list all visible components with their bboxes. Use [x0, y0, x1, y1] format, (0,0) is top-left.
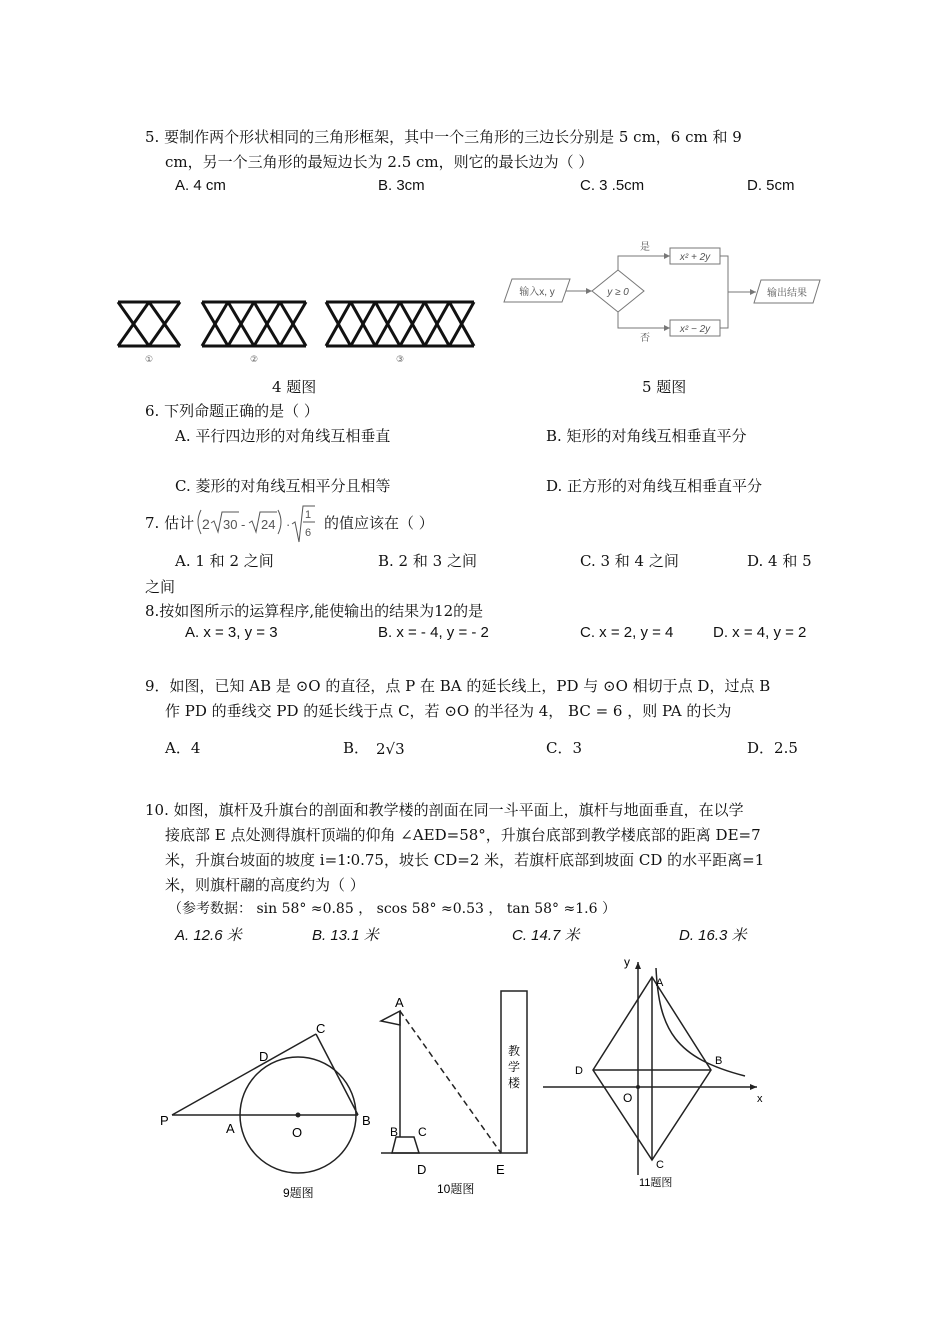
fig11-label-o: O	[623, 1091, 633, 1105]
fig9-label-d: D	[259, 1049, 269, 1064]
flow-no-label: 否	[640, 333, 650, 344]
q8-option-a: A. x = 3, y = 3	[185, 624, 278, 641]
fig4-label-1: ①	[144, 354, 154, 364]
q10-option-d: D. 16.3 米	[679, 927, 747, 944]
fig11-label-x: x	[757, 1093, 763, 1105]
fig10-building-char-3: 楼	[508, 1076, 521, 1090]
q9-option-b-value: 2√3	[376, 740, 405, 758]
figure-4	[110, 290, 485, 365]
fig4-label-3: ③	[395, 354, 405, 364]
fig11-hyperbola	[656, 968, 745, 1076]
q5-option-a: A. 4 cm	[175, 177, 226, 194]
flow-bottom-expr: x² − 2y	[679, 324, 711, 335]
fig11-label-b: B	[715, 1055, 723, 1067]
fig11-label-c: C	[656, 1159, 664, 1171]
q7-option-a: A. 1 和 2 之间	[175, 552, 274, 570]
flow-input-label: 输入x, y	[519, 287, 555, 298]
q8-option-c: C. x = 2, y = 4	[580, 624, 674, 641]
fig11-label-d: D	[575, 1065, 583, 1077]
q6-stem: 6. 下列命题正确的是（ ）	[145, 402, 319, 420]
q10-stem-line2: 接底部 E 点处测得旗杆顶端的仰角 ∠AED=58°，升旗台底部到教学楼底部的距离 DE=7	[165, 826, 761, 844]
svg-text:1: 1	[305, 509, 312, 521]
svg-text:30: 30	[223, 517, 238, 532]
fig9-label-p: P	[160, 1113, 169, 1128]
fig10-sight-line	[400, 1011, 501, 1153]
fig9-caption: 9题图	[283, 1186, 314, 1200]
fig9-label-a: A	[226, 1121, 235, 1136]
fig11-caption: 11题图	[639, 1177, 673, 1189]
q9-stem-line1: 9．如图，已知 AB 是 ⊙O 的直径，点 P 在 BA 的延长线上，PD 与 ⊙O 相切于点 D，过点 B	[145, 677, 771, 695]
fig9-label-o: O	[292, 1125, 303, 1140]
fig9-label-b: B	[362, 1113, 371, 1128]
figure-5-flowchart	[500, 236, 835, 346]
q10-stem-line1: 10. 如图，旗杆及升旗台的剖面和教学楼的剖面在同一斗平面上，旗杆与地面垂直，在以学	[145, 801, 744, 819]
q6-option-c: C. 菱形的对角线互相平分且相等	[175, 477, 391, 495]
fig10-flag	[381, 1011, 400, 1025]
svg-text:6: 6	[305, 527, 312, 539]
q5-option-c: C. 3 .5cm	[580, 177, 645, 194]
fig11-label-a: A	[656, 977, 664, 989]
svg-text:·: ·	[286, 517, 291, 532]
q5-option-b: B. 3cm	[378, 177, 425, 194]
fig10-label-a: A	[395, 995, 404, 1010]
q6-option-b: B. 矩形的对角线互相垂直平分	[546, 427, 747, 445]
q9-option-b: B．	[343, 739, 370, 757]
q9-option-a: A．4	[165, 739, 201, 757]
svg-text:-: -	[241, 517, 246, 532]
q9-option-d: D．2.5	[747, 739, 798, 757]
fig10-building-char-2: 学	[508, 1060, 521, 1074]
q7-prefix: 7. 估计	[145, 514, 195, 532]
figure-10	[375, 985, 535, 1200]
flow-yes-label: 是	[640, 242, 650, 253]
fig10-label-b: B	[390, 1125, 399, 1139]
fig4-label-2: ②	[249, 354, 259, 364]
fig10-building-char-1: 教	[508, 1044, 521, 1058]
q8-stem: 8.按如图所示的运算程序,能使输出的结果为12的是	[145, 602, 484, 620]
q5-option-d: D. 5cm	[747, 177, 795, 194]
q7-suffix: 的值应该在（ ）	[324, 514, 434, 532]
figure-11	[535, 950, 770, 1195]
flow-top-expr: x² + 2y	[679, 252, 711, 263]
q10-reference: （参考数据： sin 58° ≈0.85 ， scos 58° ≈0.53 ， tan 58° ≈1.6 ）	[168, 901, 616, 917]
q10-stem-line4: 米，则旗杆翮的高度约为（ ）	[165, 876, 365, 894]
fig10-label-d: D	[417, 1162, 427, 1177]
fig10-label-c: C	[418, 1125, 427, 1139]
q9-stem-line2: 作 PD 的垂线交 PD 的延长线于点 C，若 ⊙O 的半径为 4， BC = 6 ，则 PA 的长为	[165, 702, 732, 720]
q7-option-b: B. 2 和 3 之间	[378, 552, 477, 570]
fig9-label-c: C	[316, 1021, 326, 1036]
q6-option-d: D. 正方形的对角线互相垂直平分	[546, 477, 763, 495]
q6-option-a: A. 平行四边形的对角线互相垂直	[175, 427, 391, 445]
q9-option-c: C．3	[546, 739, 583, 757]
flow-output-label: 输出结果	[767, 288, 807, 299]
figure-9	[150, 1015, 380, 1205]
svg-text:2: 2	[202, 516, 210, 532]
q7-option-c: C. 3 和 4 之间	[580, 552, 679, 570]
q7-expression	[193, 502, 323, 548]
q8-option-d: D. x = 4, y = 2	[713, 624, 807, 641]
q7-option-d: D. 4 和 5	[747, 552, 812, 570]
fig4-caption: 4 题图	[272, 378, 317, 396]
q10-option-a: A. 12.6 米	[175, 927, 242, 944]
fig11-label-y: y	[624, 955, 630, 969]
flow-condition-label: y ≥ 0	[607, 287, 629, 298]
q7-option-d-wrap: 之间	[145, 578, 176, 596]
fig10-caption: 10题图	[437, 1182, 475, 1196]
q10-option-b: B. 13.1 米	[312, 927, 379, 944]
fig5-caption: 5 题图	[642, 378, 687, 396]
q8-option-b: B. x = - 4, y = - 2	[378, 624, 489, 641]
fig10-label-e: E	[496, 1162, 505, 1177]
svg-text:24: 24	[261, 517, 276, 532]
fig10-flag-platform	[392, 1137, 419, 1153]
q10-stem-line3: 米，升旗台坡面的坡度 i=1∶0.75，坡长 CD=2 米，若旗杆底部到坡面 CD 的水平距离=1	[165, 851, 765, 869]
q10-option-c: C. 14.7 米	[512, 927, 580, 944]
q5-stem-line1: 5. 要制作两个形状相同的三角形框架，其中一个三角形的三边长分别是 5 cm，6 cm 和 9	[145, 128, 742, 146]
q5-stem-line2: cm，另一个三角形的最短边长为 2.5 cm，则它的最长边为（ ）	[165, 153, 594, 171]
